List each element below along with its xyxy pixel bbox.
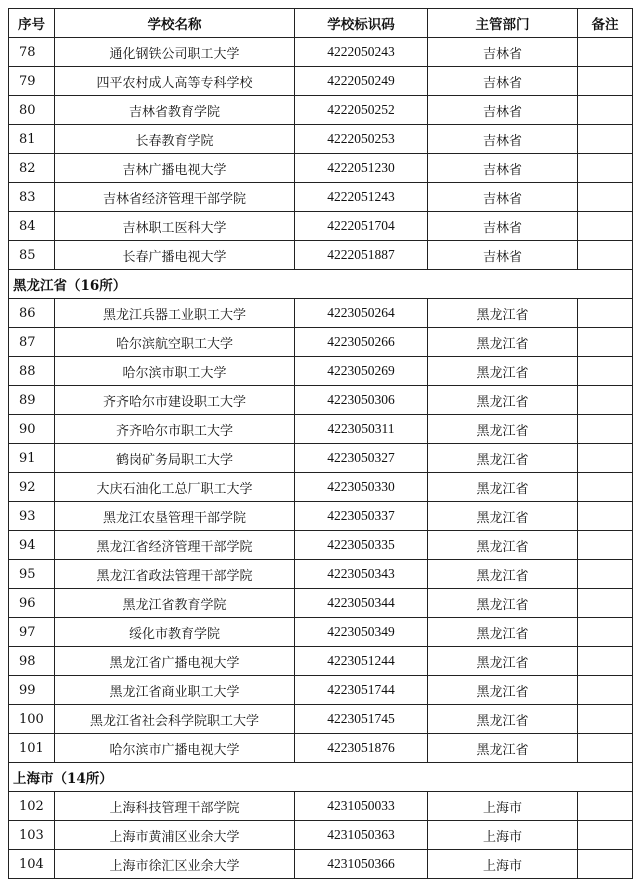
row-note bbox=[578, 473, 633, 502]
row-seq: 82 bbox=[9, 154, 55, 183]
header-school-code: 学校标识码 bbox=[295, 9, 428, 38]
header-school-name: 学校名称 bbox=[55, 9, 295, 38]
row-seq: 104 bbox=[9, 850, 55, 879]
table-row bbox=[9, 560, 633, 589]
row-school-name: 长春教育学院 bbox=[55, 125, 295, 154]
row-school-name: 黑龙江省广播电视大学 bbox=[55, 647, 295, 676]
row-school-code: 4223050344 bbox=[295, 589, 428, 618]
row-school-code: 4222050252 bbox=[295, 96, 428, 125]
row-department: 黑龙江省 bbox=[428, 328, 578, 357]
table-row bbox=[9, 415, 633, 444]
table-row bbox=[9, 589, 633, 618]
row-seq: 103 bbox=[9, 821, 55, 850]
row-school-code: 4223050306 bbox=[295, 386, 428, 415]
row-note bbox=[578, 154, 633, 183]
row-department: 吉林省 bbox=[428, 96, 578, 125]
row-school-name: 绥化市教育学院 bbox=[55, 618, 295, 647]
row-seq: 102 bbox=[9, 792, 55, 821]
row-school-name: 哈尔滨市广播电视大学 bbox=[55, 734, 295, 763]
row-school-code: 4222051887 bbox=[295, 241, 428, 270]
row-department: 黑龙江省 bbox=[428, 473, 578, 502]
row-school-code: 4223050349 bbox=[295, 618, 428, 647]
table-row bbox=[9, 792, 633, 821]
row-note bbox=[578, 821, 633, 850]
table-row bbox=[9, 531, 633, 560]
header-department: 主管部门 bbox=[428, 9, 578, 38]
section-row bbox=[9, 270, 633, 299]
table-row bbox=[9, 183, 633, 212]
row-note bbox=[578, 125, 633, 154]
school-table bbox=[8, 8, 633, 879]
row-note bbox=[578, 241, 633, 270]
row-department: 上海市 bbox=[428, 821, 578, 850]
table-row bbox=[9, 444, 633, 473]
table-row bbox=[9, 502, 633, 531]
row-school-name: 长春广播电视大学 bbox=[55, 241, 295, 270]
row-seq: 84 bbox=[9, 212, 55, 241]
row-school-name: 吉林省教育学院 bbox=[55, 96, 295, 125]
table-row bbox=[9, 241, 633, 270]
row-department: 黑龙江省 bbox=[428, 560, 578, 589]
row-note bbox=[578, 560, 633, 589]
row-seq: 99 bbox=[9, 676, 55, 705]
row-school-code: 4231050033 bbox=[295, 792, 428, 821]
row-department: 上海市 bbox=[428, 792, 578, 821]
table-header bbox=[9, 9, 633, 38]
row-school-code: 4223050264 bbox=[295, 299, 428, 328]
table-row bbox=[9, 473, 633, 502]
row-note bbox=[578, 38, 633, 67]
header-note: 备注 bbox=[578, 9, 633, 38]
row-note bbox=[578, 589, 633, 618]
header-seq: 序号 bbox=[9, 9, 55, 38]
row-school-name: 鹤岗矿务局职工大学 bbox=[55, 444, 295, 473]
section-row bbox=[9, 763, 633, 792]
row-seq: 101 bbox=[9, 734, 55, 763]
row-note bbox=[578, 676, 633, 705]
row-school-name: 上海市黄浦区业余大学 bbox=[55, 821, 295, 850]
row-department: 黑龙江省 bbox=[428, 299, 578, 328]
table-row bbox=[9, 734, 633, 763]
table-body bbox=[9, 38, 633, 879]
row-school-name: 吉林广播电视大学 bbox=[55, 154, 295, 183]
row-seq: 96 bbox=[9, 589, 55, 618]
row-note bbox=[578, 705, 633, 734]
row-department: 黑龙江省 bbox=[428, 647, 578, 676]
row-school-code: 4222051243 bbox=[295, 183, 428, 212]
row-school-code: 4223050337 bbox=[295, 502, 428, 531]
row-note bbox=[578, 328, 633, 357]
row-department: 吉林省 bbox=[428, 183, 578, 212]
row-school-name: 哈尔滨航空职工大学 bbox=[55, 328, 295, 357]
row-seq: 79 bbox=[9, 67, 55, 96]
table-row bbox=[9, 96, 633, 125]
row-school-name: 吉林职工医科大学 bbox=[55, 212, 295, 241]
row-department: 黑龙江省 bbox=[428, 618, 578, 647]
table-row bbox=[9, 357, 633, 386]
row-seq: 87 bbox=[9, 328, 55, 357]
row-seq: 78 bbox=[9, 38, 55, 67]
row-school-code: 4223050330 bbox=[295, 473, 428, 502]
row-note bbox=[578, 212, 633, 241]
row-seq: 89 bbox=[9, 386, 55, 415]
row-school-code: 4223051876 bbox=[295, 734, 428, 763]
row-note bbox=[578, 444, 633, 473]
row-seq: 95 bbox=[9, 560, 55, 589]
row-department: 黑龙江省 bbox=[428, 415, 578, 444]
row-department: 黑龙江省 bbox=[428, 531, 578, 560]
row-department: 黑龙江省 bbox=[428, 357, 578, 386]
row-note bbox=[578, 734, 633, 763]
row-seq: 94 bbox=[9, 531, 55, 560]
row-school-name: 上海科技管理干部学院 bbox=[55, 792, 295, 821]
row-school-code: 4223050266 bbox=[295, 328, 428, 357]
row-department: 黑龙江省 bbox=[428, 705, 578, 734]
row-department: 黑龙江省 bbox=[428, 589, 578, 618]
table-row bbox=[9, 676, 633, 705]
row-school-code: 4223050335 bbox=[295, 531, 428, 560]
table-row bbox=[9, 328, 633, 357]
row-school-code: 4223050269 bbox=[295, 357, 428, 386]
row-school-name: 黑龙江省经济管理干部学院 bbox=[55, 531, 295, 560]
row-seq: 92 bbox=[9, 473, 55, 502]
row-school-code: 4223050343 bbox=[295, 560, 428, 589]
table-row bbox=[9, 647, 633, 676]
row-seq: 83 bbox=[9, 183, 55, 212]
row-department: 黑龙江省 bbox=[428, 676, 578, 705]
section-title: 上海市（14所） bbox=[9, 763, 633, 792]
section-title: 黑龙江省（16所） bbox=[9, 270, 633, 299]
row-school-name: 齐齐哈尔市建设职工大学 bbox=[55, 386, 295, 415]
table-row bbox=[9, 154, 633, 183]
row-school-code: 4223051745 bbox=[295, 705, 428, 734]
row-school-code: 4223051244 bbox=[295, 647, 428, 676]
row-department: 黑龙江省 bbox=[428, 734, 578, 763]
row-school-name: 齐齐哈尔市职工大学 bbox=[55, 415, 295, 444]
header-row bbox=[9, 9, 633, 38]
row-school-name: 黑龙江省商业职工大学 bbox=[55, 676, 295, 705]
row-school-code: 4223050311 bbox=[295, 415, 428, 444]
row-department: 吉林省 bbox=[428, 67, 578, 96]
row-department: 上海市 bbox=[428, 850, 578, 879]
table-row bbox=[9, 705, 633, 734]
row-school-code: 4231050363 bbox=[295, 821, 428, 850]
table-row bbox=[9, 125, 633, 154]
row-seq: 100 bbox=[9, 705, 55, 734]
row-school-code: 4223050327 bbox=[295, 444, 428, 473]
row-school-name: 上海市徐汇区业余大学 bbox=[55, 850, 295, 879]
row-note bbox=[578, 357, 633, 386]
row-seq: 85 bbox=[9, 241, 55, 270]
row-department: 吉林省 bbox=[428, 241, 578, 270]
row-note bbox=[578, 850, 633, 879]
row-school-name: 四平农村成人高等专科学校 bbox=[55, 67, 295, 96]
row-department: 吉林省 bbox=[428, 125, 578, 154]
row-seq: 91 bbox=[9, 444, 55, 473]
row-note bbox=[578, 415, 633, 444]
row-note bbox=[578, 618, 633, 647]
row-school-name: 黑龙江省社会科学院职工大学 bbox=[55, 705, 295, 734]
row-department: 黑龙江省 bbox=[428, 444, 578, 473]
row-school-code: 4222050253 bbox=[295, 125, 428, 154]
row-department: 吉林省 bbox=[428, 154, 578, 183]
row-note bbox=[578, 531, 633, 560]
row-school-name: 黑龙江农垦管理干部学院 bbox=[55, 502, 295, 531]
table-row bbox=[9, 386, 633, 415]
row-seq: 88 bbox=[9, 357, 55, 386]
row-seq: 97 bbox=[9, 618, 55, 647]
row-department: 黑龙江省 bbox=[428, 386, 578, 415]
row-note bbox=[578, 647, 633, 676]
row-school-name: 黑龙江省政法管理干部学院 bbox=[55, 560, 295, 589]
row-seq: 93 bbox=[9, 502, 55, 531]
row-note bbox=[578, 502, 633, 531]
row-school-code: 4231050366 bbox=[295, 850, 428, 879]
row-school-code: 4223051744 bbox=[295, 676, 428, 705]
row-school-name: 黑龙江省教育学院 bbox=[55, 589, 295, 618]
row-seq: 90 bbox=[9, 415, 55, 444]
row-school-code: 4222050249 bbox=[295, 67, 428, 96]
row-note bbox=[578, 96, 633, 125]
row-note bbox=[578, 183, 633, 212]
row-note bbox=[578, 299, 633, 328]
row-school-name: 吉林省经济管理干部学院 bbox=[55, 183, 295, 212]
table-row bbox=[9, 38, 633, 67]
table-row bbox=[9, 618, 633, 647]
table-row bbox=[9, 850, 633, 879]
row-school-code: 4222051230 bbox=[295, 154, 428, 183]
row-school-code: 4222050243 bbox=[295, 38, 428, 67]
row-school-name: 哈尔滨市职工大学 bbox=[55, 357, 295, 386]
row-seq: 81 bbox=[9, 125, 55, 154]
row-school-code: 4222051704 bbox=[295, 212, 428, 241]
row-note bbox=[578, 792, 633, 821]
row-note bbox=[578, 67, 633, 96]
row-department: 黑龙江省 bbox=[428, 502, 578, 531]
row-department: 吉林省 bbox=[428, 38, 578, 67]
table-row bbox=[9, 67, 633, 96]
row-seq: 80 bbox=[9, 96, 55, 125]
row-school-name: 通化钢铁公司职工大学 bbox=[55, 38, 295, 67]
table-row bbox=[9, 821, 633, 850]
document-page bbox=[8, 8, 632, 879]
row-note bbox=[578, 386, 633, 415]
row-seq: 98 bbox=[9, 647, 55, 676]
row-seq: 86 bbox=[9, 299, 55, 328]
table-row bbox=[9, 299, 633, 328]
row-school-name: 大庆石油化工总厂职工大学 bbox=[55, 473, 295, 502]
table-row bbox=[9, 212, 633, 241]
row-school-name: 黑龙江兵器工业职工大学 bbox=[55, 299, 295, 328]
row-department: 吉林省 bbox=[428, 212, 578, 241]
